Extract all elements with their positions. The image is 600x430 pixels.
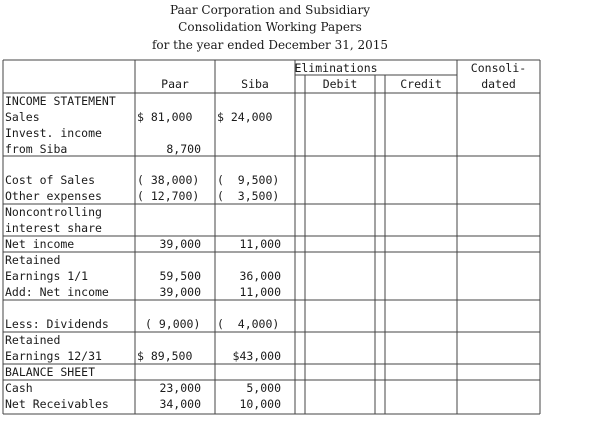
siba-earnings-1-1: 36,000 xyxy=(239,269,281,283)
paar-other-expenses: ( 12,700) xyxy=(137,189,200,203)
row-label-retained-end: Retained xyxy=(5,333,61,347)
paar-earnings-1-1: 59,500 xyxy=(159,269,201,283)
header-consolidated-line2: dated xyxy=(481,77,516,91)
siba-add-net-income: 11,000 xyxy=(239,285,281,299)
paar-cost-of-sales: ( 38,000) xyxy=(137,173,200,187)
row-label-from-siba: from Siba xyxy=(5,142,68,156)
siba-cash: 5,000 xyxy=(246,381,281,395)
report-title: Paar Corporation and Subsidiary xyxy=(170,3,370,17)
header-credit: Credit xyxy=(400,77,442,91)
paar-dividends: ( 9,000) xyxy=(145,317,201,331)
report-subtitle: Consolidation Working Papers xyxy=(178,20,362,34)
paar-cash: 23,000 xyxy=(159,381,201,395)
row-label-sales: Sales xyxy=(5,110,40,124)
paar-sales: $ 81,000 xyxy=(137,110,193,124)
report-period: for the year ended December 31, 2015 xyxy=(151,38,389,52)
header-consolidated-line1: Consoli- xyxy=(470,61,527,75)
header-debit: Debit xyxy=(322,77,358,91)
row-label-retained: Retained xyxy=(5,253,61,267)
siba-dividends: ( 4,000) xyxy=(217,317,280,331)
section-income-statement: INCOME STATEMENT xyxy=(5,94,116,108)
header-siba: Siba xyxy=(241,77,269,91)
paar-earnings-12-31: $ 89,500 xyxy=(137,349,193,363)
paar-net-receivables: 34,000 xyxy=(159,397,201,411)
siba-other-expenses: ( 3,500) xyxy=(217,189,280,203)
row-label-net-receivables: Net Receivables xyxy=(5,397,109,411)
row-label-earnings-12-31: Earnings 12/31 xyxy=(5,349,102,363)
siba-net-income: 11,000 xyxy=(239,237,281,251)
section-balance-sheet: BALANCE SHEET xyxy=(5,365,96,379)
row-label-earnings-1-1: Earnings 1/1 xyxy=(5,269,89,283)
siba-sales: $ 24,000 xyxy=(217,110,273,124)
siba-earnings-12-31: $43,000 xyxy=(232,349,281,363)
paar-net-income: 39,000 xyxy=(159,237,201,251)
header-eliminations: Eliminations xyxy=(294,61,378,75)
row-label-noncontrolling: Noncontrolling xyxy=(5,205,102,219)
siba-cost-of-sales: ( 9,500) xyxy=(217,173,280,187)
paar-add-net-income: 39,000 xyxy=(159,285,201,299)
row-label-interest-share: interest share xyxy=(5,221,102,235)
row-label-less-dividends: Less: Dividends xyxy=(5,317,109,331)
row-label-cost-of-sales: Cost of Sales xyxy=(5,173,96,187)
row-label-invest-income: Invest. income xyxy=(5,126,102,140)
siba-net-receivables: 10,000 xyxy=(239,397,281,411)
row-label-add-net-income: Add: Net income xyxy=(5,285,109,299)
row-label-cash: Cash xyxy=(5,381,33,395)
row-label-other-expenses: Other expenses xyxy=(5,189,102,203)
header-paar: Paar xyxy=(161,77,189,91)
paar-invest-income: 8,700 xyxy=(166,142,201,156)
row-label-net-income: Net income xyxy=(5,237,75,251)
